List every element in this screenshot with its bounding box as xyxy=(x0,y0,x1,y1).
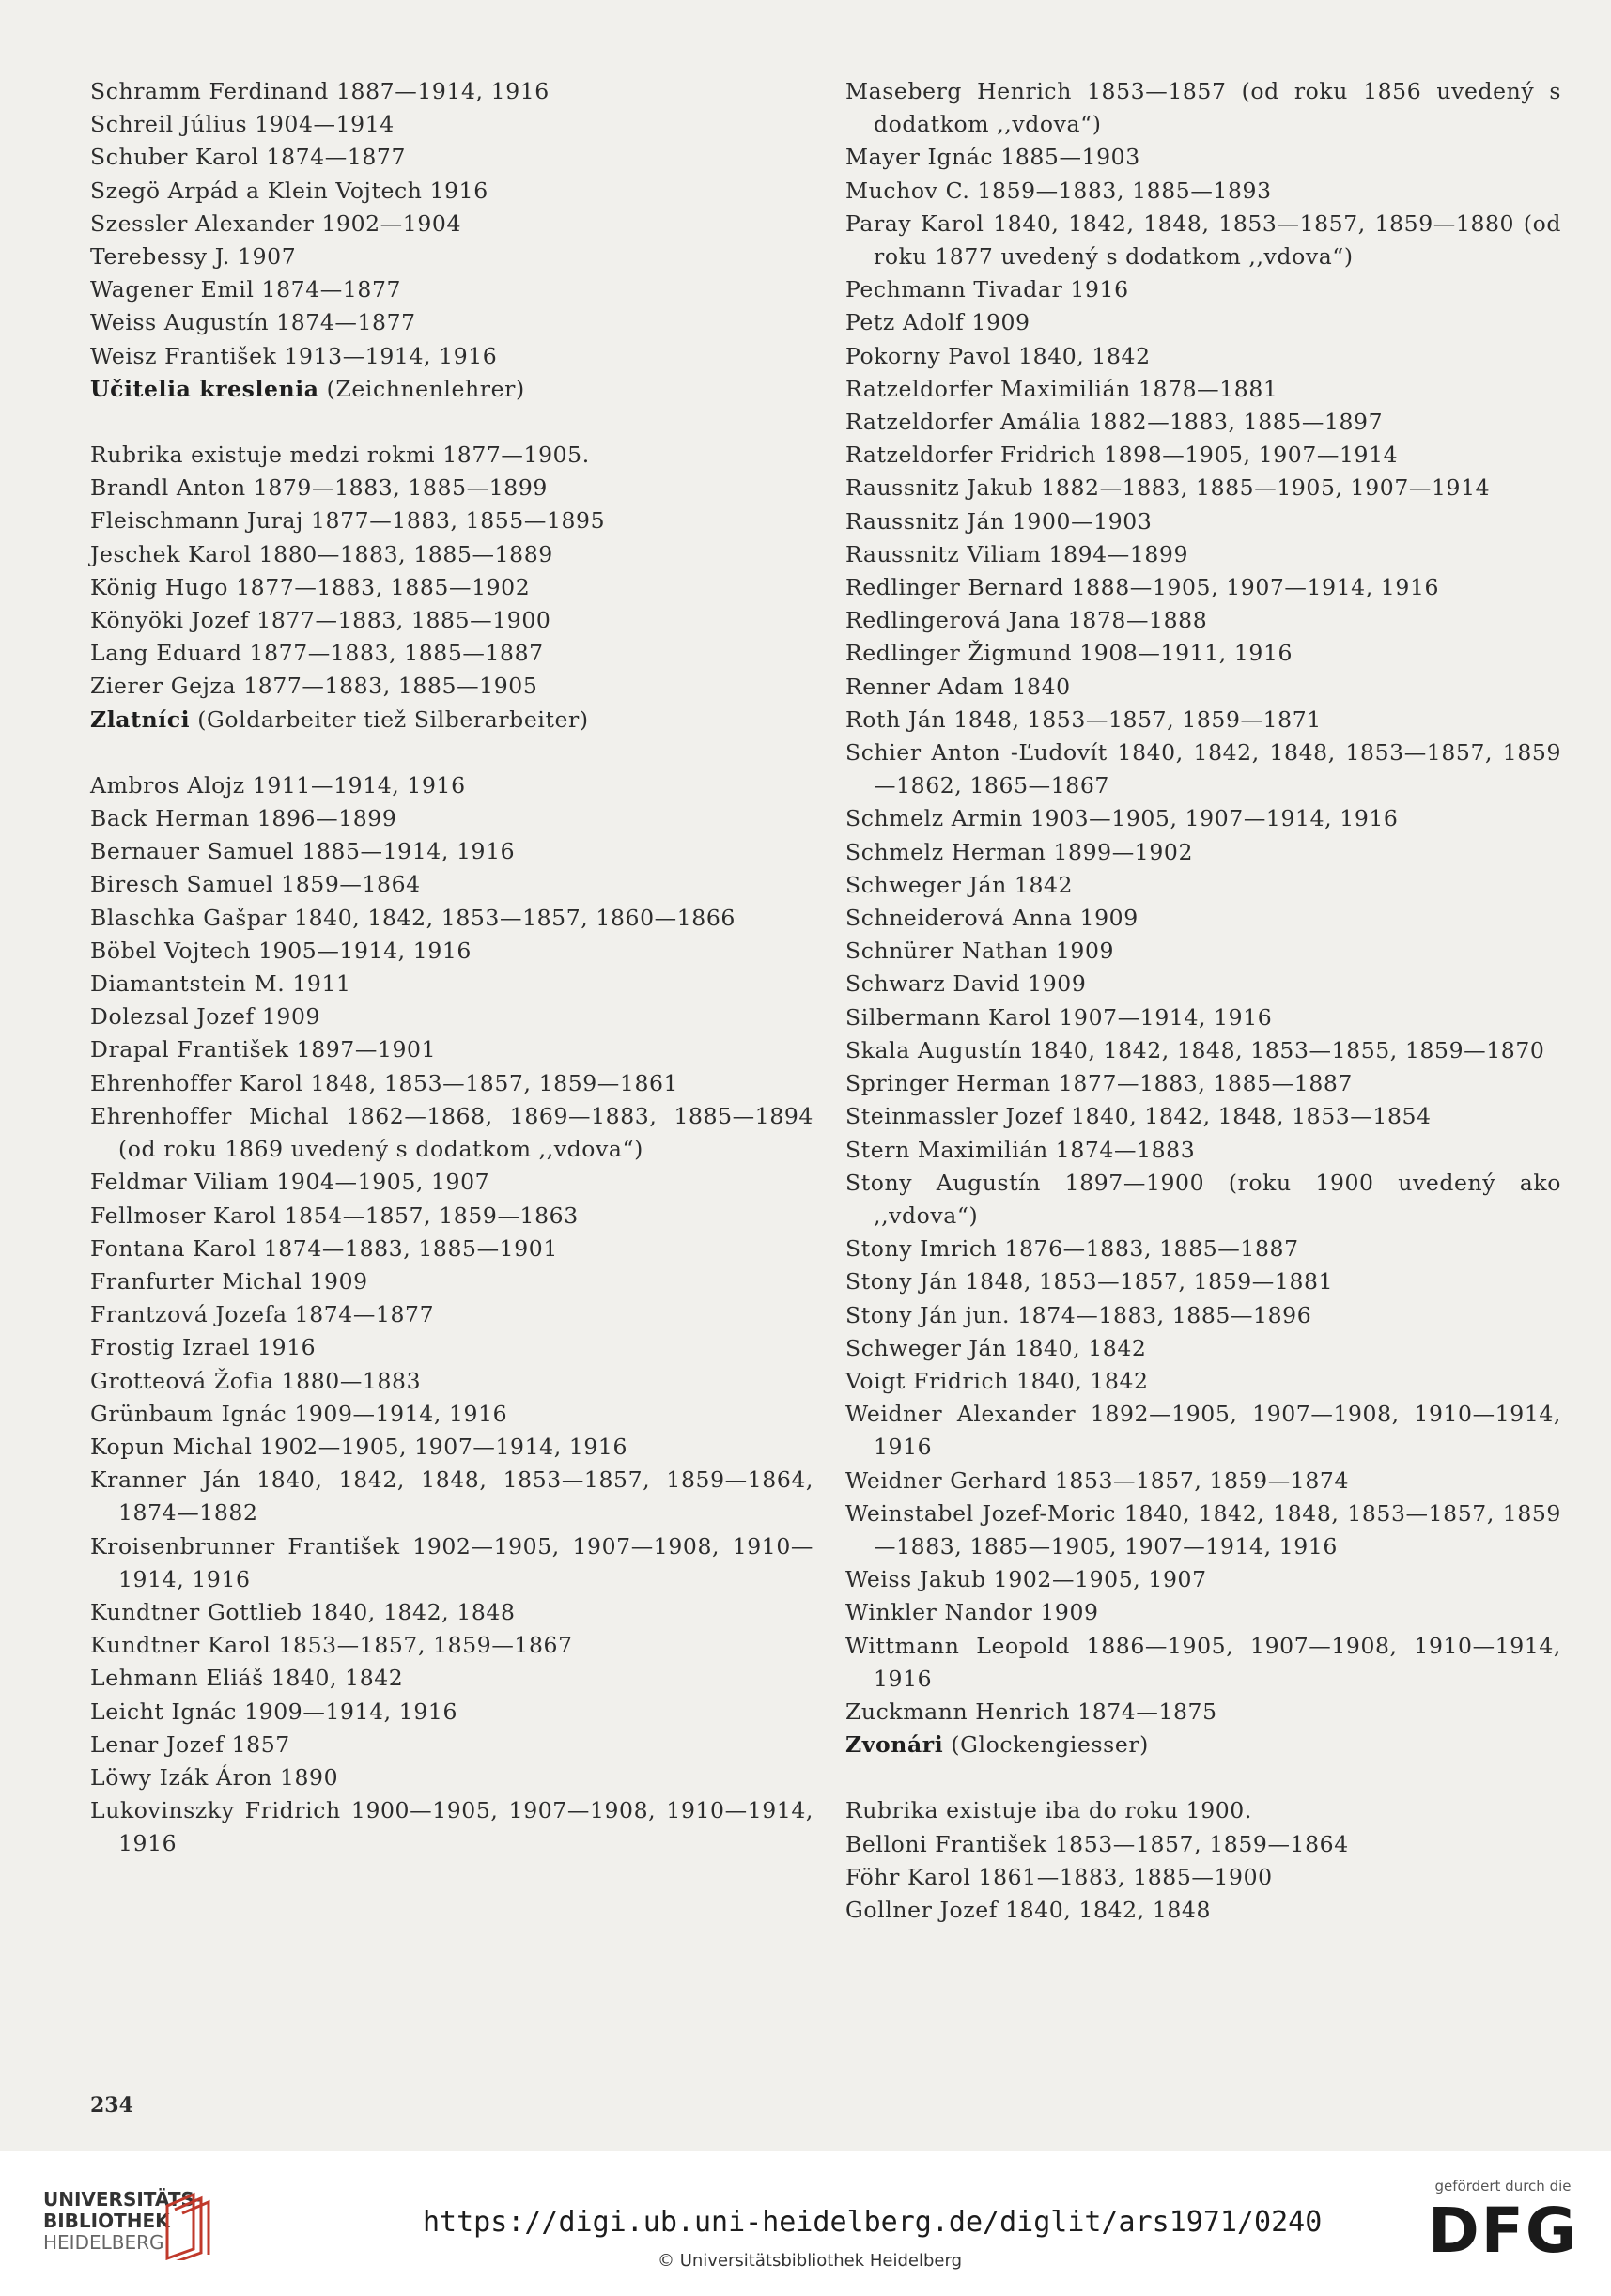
list-entry: Rubrika existuje medzi rokmi 1877—1905. xyxy=(90,442,590,469)
list-entry: Fellmoser Karol 1854—1857, 1859—1863 xyxy=(90,1202,579,1229)
list-entry: Redlingerová Jana 1878—1888 xyxy=(845,607,1208,634)
list-entry: Raussnitz Jakub 1882—1883, 1885—1905, 1907—1914 xyxy=(845,474,1491,502)
list-entry: Fontana Karol 1874—1883, 1885—1901 xyxy=(90,1234,558,1262)
list-entry: Stony Ján jun. 1874—1883, 1885—1896 xyxy=(845,1301,1312,1328)
list-entry: Fleischmann Juraj 1877—1883, 1855—1895 xyxy=(90,507,606,535)
right-column xyxy=(845,75,1561,1927)
list-entry: Stony Imrich 1876—1883, 1885—1887 xyxy=(845,1235,1299,1263)
list-entry: Schmelz Herman 1899—1902 xyxy=(845,838,1193,865)
section-heading-bold: Učitelia kreslenia xyxy=(90,375,319,402)
logo-line-2: BIBLIOTHEK xyxy=(43,2210,170,2232)
section-heading-gloss: (Glockengiesser) xyxy=(943,1731,1149,1759)
list-entry: Schweger Ján 1842 xyxy=(845,871,1074,898)
list-entry: Wittmann Leopold 1886—1905, 1907—1908, 1910—1914, 1916 xyxy=(845,1632,1561,1692)
list-entry: Szessler Alexander 1902—1904 xyxy=(90,209,461,237)
list-entry: Schmelz Armin 1903—1905, 1907—1914, 1916 xyxy=(845,805,1399,832)
list-entry: Weidner Alexander 1892—1905, 1907—1908, 1910—1914, 1916 xyxy=(845,1401,1561,1461)
list-entry: Zierer Gejza 1877—1883, 1885—1905 xyxy=(90,673,538,700)
section-heading-gloss: (Goldarbeiter tiež Silberarbeiter) xyxy=(190,706,589,733)
section-heading-gloss: (Zeichnenlehrer) xyxy=(318,375,525,402)
list-entry: Schweger Ján 1840, 1842 xyxy=(845,1334,1147,1361)
list-entry: Zuckmann Henrich 1874—1875 xyxy=(845,1698,1217,1725)
list-entry: Voigt Fridrich 1840, 1842 xyxy=(845,1367,1149,1394)
list-entry: Diamantstein M. 1911 xyxy=(90,970,351,998)
section-heading-bold: Zlatníci xyxy=(90,706,191,733)
list-entry: König Hugo 1877—1883, 1885—1902 xyxy=(90,573,531,600)
section-heading-bell-founders xyxy=(845,1729,1561,1761)
dfg-logo[interactable] xyxy=(1423,2178,1583,2267)
list-entry: Wagener Emil 1874—1877 xyxy=(90,276,402,303)
list-entry: Steinmassler Jozef 1840, 1842, 1848, 1853—1854 xyxy=(845,1103,1432,1130)
list-entry: Schreil Július 1904—1914 xyxy=(90,111,395,138)
list-entry: Frantzová Jozefa 1874—1877 xyxy=(90,1301,435,1328)
list-entry: Ehrenhoffer Karol 1848, 1853—1857, 1859—1861 xyxy=(90,1069,679,1096)
list-entry: Schramm Ferdinand 1887—1914, 1916 xyxy=(90,78,550,104)
section-heading-bold: Zvonári xyxy=(845,1731,944,1759)
section-heading-goldsmiths xyxy=(90,704,813,737)
list-entry: Bernauer Samuel 1885—1914, 1916 xyxy=(90,838,516,865)
list-entry: Lenar Jozef 1857 xyxy=(90,1730,290,1758)
list-entry: Belloni František 1853—1857, 1859—1864 xyxy=(845,1830,1349,1857)
library-book-icon xyxy=(162,2189,218,2260)
list-entry: Föhr Karol 1861—1883, 1885—1900 xyxy=(845,1863,1273,1890)
list-entry: Stony Augustín 1897—1900 (roku 1900 uvedený ako ,,vdova“) xyxy=(845,1169,1561,1229)
left-column xyxy=(90,75,813,1861)
list-entry: Biresch Samuel 1859—1864 xyxy=(90,871,421,898)
list-entry: Weiss Augustín 1874—1877 xyxy=(90,309,416,336)
list-entry: Mayer Ignác 1885—1903 xyxy=(845,144,1140,171)
list-entry: Drapal František 1897—1901 xyxy=(90,1036,437,1063)
entry-list xyxy=(90,439,813,704)
list-entry: Grotteová Žofia 1880—1883 xyxy=(90,1367,422,1394)
list-entry: Schneiderová Anna 1909 xyxy=(845,905,1139,932)
permalink-url[interactable]: https://digi.ub.uni-heidelberg.de/diglit/ars1971/0240 xyxy=(423,2206,1323,2239)
list-entry: Weidner Gerhard 1853—1857, 1859—1874 xyxy=(845,1466,1350,1494)
list-entry: Dolezsal Jozef 1909 xyxy=(90,1003,321,1031)
list-entry: Terebessy J. 1907 xyxy=(90,243,297,271)
list-entry: Ehrenhoffer Michal 1862—1868, 1869—1883, 1885—1894 (od roku 1869 uvedený s dodatkom ,,vdova“) xyxy=(90,1102,813,1163)
list-entry: Paray Karol 1840, 1842, 1848, 1853—1857, 1859—1880 (od roku 1877 uvedený s dodatkom ,,vdova“) xyxy=(845,209,1561,271)
list-entry: Kundtner Karol 1853—1857, 1859—1867 xyxy=(90,1632,573,1659)
list-entry: Kundtner Gottlieb 1840, 1842, 1848 xyxy=(90,1598,516,1625)
logo-line-3: HEIDELBERG xyxy=(43,2231,164,2254)
list-entry: Kranner Ján 1840, 1842, 1848, 1853—1857, 1859—1864, 1874—1882 xyxy=(90,1466,813,1527)
page-number: 234 xyxy=(90,2093,133,2118)
list-entry: Pechmann Tivadar 1916 xyxy=(845,276,1129,303)
entry-list xyxy=(845,75,1561,1729)
list-entry: Schier Anton -Ľudovít 1840, 1842, 1848, 1853—1857, 1859—1862, 1865—1867 xyxy=(845,739,1561,799)
list-entry: Muchov C. 1859—1883, 1885—1893 xyxy=(845,177,1272,204)
list-entry: Lang Eduard 1877—1883, 1885—1887 xyxy=(90,640,544,667)
list-entry: Redlinger Žigmund 1908—1911, 1916 xyxy=(845,640,1293,667)
list-entry: Ratzeldorfer Maximilián 1878—1881 xyxy=(845,375,1278,402)
entry-list xyxy=(90,769,813,1861)
list-entry: Raussnitz Viliam 1894—1899 xyxy=(845,540,1189,567)
list-entry: Kroisenbrunner František 1902—1905, 1907—1908, 1910—1914, 1916 xyxy=(90,1532,813,1592)
list-entry: Winkler Nandor 1909 xyxy=(845,1599,1099,1626)
dfg-tagline: gefördert durch die xyxy=(1434,2178,1572,2195)
list-entry: Jeschek Karol 1880—1883, 1885—1889 xyxy=(90,540,553,567)
list-entry: Lukovinszky Fridrich 1900—1905, 1907—1908, 1910—1914, 1916 xyxy=(90,1797,813,1857)
list-entry: Szegö Arpád a Klein Vojtech 1916 xyxy=(90,177,488,204)
list-entry: Lehmann Eliáš 1840, 1842 xyxy=(90,1665,404,1692)
list-entry: Silbermann Karol 1907—1914, 1916 xyxy=(845,1003,1273,1031)
list-entry: Brandl Anton 1879—1883, 1885—1899 xyxy=(90,474,548,502)
dfg-wordmark: DFG xyxy=(1427,2195,1579,2267)
list-entry: Skala Augustín 1840, 1842, 1848, 1853—1855, 1859—1870 xyxy=(845,1036,1545,1063)
list-entry: Schuber Karol 1874—1877 xyxy=(90,144,407,171)
list-entry: Schnürer Nathan 1909 xyxy=(845,938,1115,965)
list-entry: Renner Adam 1840 xyxy=(845,673,1071,700)
list-entry: Pokorny Pavol 1840, 1842 xyxy=(845,342,1151,369)
section-heading-drawing-teachers xyxy=(90,373,813,406)
logo-line-1: UNIVERSITÄTS- xyxy=(43,2188,203,2211)
copyright-notice: © Universitätsbibliothek Heidelberg xyxy=(658,2251,963,2271)
list-entry: Blaschka Gašpar 1840, 1842, 1853—1857, 1860—1866 xyxy=(90,904,736,931)
list-entry: Grünbaum Ignác 1909—1914, 1916 xyxy=(90,1400,508,1427)
list-entry: Könyöki Jozef 1877—1883, 1885—1900 xyxy=(90,607,551,634)
list-entry: Böbel Vojtech 1905—1914, 1916 xyxy=(90,937,472,964)
list-entry: Schwarz David 1909 xyxy=(845,970,1087,998)
list-entry: Löwy Izák Áron 1890 xyxy=(90,1763,339,1791)
list-entry: Weiss Jakub 1902—1905, 1907 xyxy=(845,1566,1207,1593)
list-entry: Ratzeldorfer Fridrich 1898—1905, 1907—1914 xyxy=(845,442,1399,469)
list-entry: Weinstabel Jozef-Moric 1840, 1842, 1848, 1853—1857, 1859—1883, 1885—1905, 1907—1914, 1916 xyxy=(845,1499,1561,1559)
list-entry: Ratzeldorfer Amália 1882—1883, 1885—1897 xyxy=(845,409,1384,436)
entry-list xyxy=(845,1794,1561,1927)
list-entry: Petz Adolf 1909 xyxy=(845,309,1030,336)
list-entry: Feldmar Viliam 1904—1905, 1907 xyxy=(90,1169,490,1196)
list-entry: Springer Herman 1877—1883, 1885—1887 xyxy=(845,1070,1353,1097)
list-entry: Leicht Ignác 1909—1914, 1916 xyxy=(90,1698,457,1725)
list-entry: Frostig Izrael 1916 xyxy=(90,1334,317,1361)
list-entry: Maseberg Henrich 1853—1857 (od roku 1856 uvedený s dodatkom ,,vdova“) xyxy=(845,78,1561,138)
list-entry: Franfurter Michal 1909 xyxy=(90,1267,368,1295)
list-entry: Back Herman 1896—1899 xyxy=(90,805,397,832)
list-entry: Rubrika existuje iba do roku 1900. xyxy=(845,1797,1252,1824)
viewer-footer xyxy=(0,2151,1611,2296)
list-entry: Redlinger Bernard 1888—1905, 1907—1914, 1916 xyxy=(845,574,1440,601)
entry-list xyxy=(90,75,813,373)
list-entry: Kopun Michal 1902—1905, 1907—1914, 1916 xyxy=(90,1433,628,1460)
list-entry: Gollner Jozef 1840, 1842, 1848 xyxy=(845,1896,1212,1923)
list-entry: Raussnitz Ján 1900—1903 xyxy=(845,507,1153,535)
list-entry: Roth Ján 1848, 1853—1857, 1859—1871 xyxy=(845,706,1322,733)
list-entry: Weisz František 1913—1914, 1916 xyxy=(90,342,498,369)
list-entry: Stern Maximilián 1874—1883 xyxy=(845,1136,1196,1163)
list-entry: Ambros Alojz 1911—1914, 1916 xyxy=(90,771,466,799)
list-entry: Stony Ján 1848, 1853—1857, 1859—1881 xyxy=(845,1268,1334,1295)
